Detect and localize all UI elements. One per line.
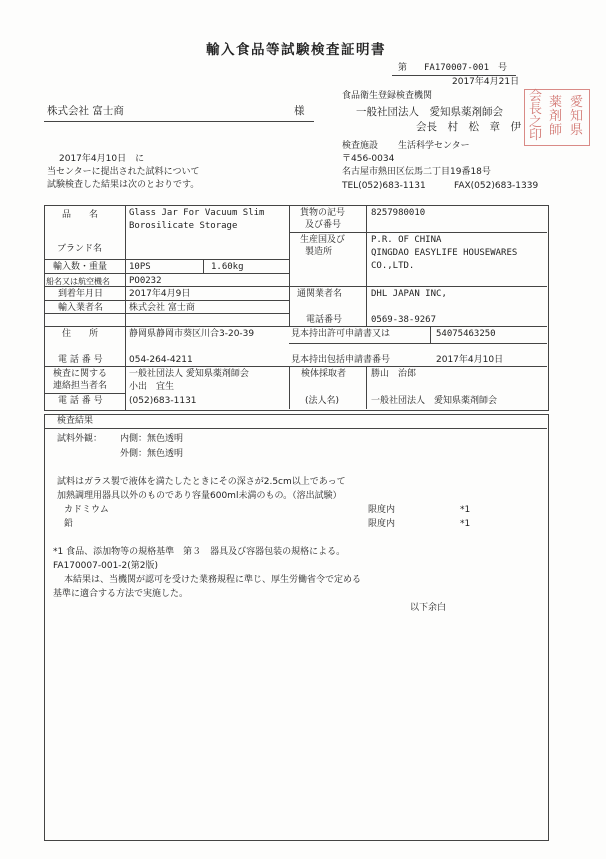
origin-label-1: 生産国及び: [300, 235, 346, 245]
end-of-content: 以下余白: [410, 603, 447, 613]
addressee-company: 株式会社 富士商: [47, 105, 124, 117]
cargo-value: 8257980010: [371, 208, 426, 218]
results-header: 検査結果: [57, 416, 94, 426]
appearance-outer: 外側：無色透明: [120, 449, 184, 459]
sampler-value: 勝山 治郎: [371, 369, 417, 379]
addressee-underline: [44, 121, 314, 122]
broker-label: 通関業者名: [297, 289, 343, 299]
importer-value: 株式会社 富士商: [129, 303, 195, 313]
broker-value: DHL JAPAN INC,: [371, 289, 447, 299]
contact-tel-value: (052)683-1131: [129, 396, 197, 406]
test-item-lead: 鉛: [64, 519, 74, 529]
address-label: 住 所: [62, 329, 99, 339]
contact-value-2: 小出 宜生: [129, 382, 175, 392]
cargo-label-2: 及び番号: [305, 220, 342, 230]
bulk-label: 見本持出包括申請書番号: [291, 355, 391, 365]
test-result-lead: 限度内: [368, 519, 396, 529]
product-value-1: Glass Jar For Vacuum Slim: [129, 208, 265, 218]
tel-value: 054-264-4211: [129, 355, 193, 365]
origin-label-2: 製造所: [305, 247, 333, 257]
origin-value-2: QINGDAO EASYLIFE HOUSEWARES: [371, 248, 518, 258]
weight-value: 1.60kg: [211, 262, 244, 272]
test-note-cadmium: *1: [460, 505, 471, 515]
corp-value: 一般社団法人 愛知県薬剤師会: [371, 396, 498, 406]
info-table: [44, 205, 549, 411]
facility-label: 検査施設: [342, 141, 379, 151]
intro-line-2: 当センターに提出された試料について: [47, 167, 200, 177]
arrival-value: 2017年4月9日: [129, 289, 191, 299]
product-value-2: Borosilicate Storage: [129, 221, 238, 231]
origin-value-1: P.R. OF CHINA: [371, 235, 442, 245]
footnote: *1 食品、添加物等の規格基準 第３ 器具及び容器包装の規格による。: [53, 547, 346, 557]
quantity-label: 輸入数・重量: [53, 262, 108, 272]
contact-label-1: 検査に関する: [53, 369, 108, 379]
cert-date: 2017年4月21日: [452, 77, 520, 87]
contact-value-1: 一般社団法人 愛知県薬剤師会: [129, 369, 249, 379]
issuer-fax: FAX(052)683-1339: [454, 181, 539, 191]
permit-label: 見本持出許可申請書又は: [291, 329, 391, 339]
issuer-address: 名古屋市熱田区伝馬二丁目19番18号: [342, 167, 491, 177]
issuer-registration: 食品衛生登録検査機関: [342, 91, 433, 101]
origin-value-3: CO.,LTD.: [371, 261, 415, 271]
broker-tel-label: 電話番号: [306, 315, 343, 325]
corp-label: (法人名): [305, 396, 340, 406]
ship-label: 船名又は航空機名: [46, 277, 110, 286]
issuer-president: 会長 村 松 章 伊: [416, 121, 521, 133]
ship-value: PO0232: [129, 276, 162, 286]
broker-tel-value: 0569-38-9267: [371, 315, 437, 325]
issuer-postal: 〒456-0034: [342, 154, 395, 164]
issuer-org: 一般社団法人 愛知県薬剤師会: [356, 106, 503, 118]
seal-stamp: 会 長 之 印 薬 剤 師 愛 知 県: [524, 89, 590, 146]
sample-desc-2: 加熱調理用器具以外のものであり容量600ml未満のもの。（溶出試験）: [57, 491, 342, 501]
cert-number-label: 第: [398, 63, 408, 73]
product-label: 品 名: [62, 210, 99, 220]
tel-label: 電 話 番 号: [58, 355, 103, 365]
contact-label-2: 連絡担当者名: [53, 381, 108, 391]
issuer-tel: TEL(052)683-1131: [342, 181, 426, 191]
cert-number-underline: [392, 75, 516, 76]
addressee-honorific: 様: [294, 105, 305, 117]
test-note-lead: *1: [460, 519, 471, 529]
intro-date-line: 2017年4月10日 に: [59, 154, 145, 164]
document-title: 輸入食品等試験検査証明書: [206, 42, 386, 58]
appearance-label: 試料外観：: [57, 434, 103, 444]
quantity-value: 10PS: [129, 262, 151, 272]
facility-name: 生活科学センター: [398, 141, 470, 151]
cert-number: FA170007-001: [424, 63, 490, 73]
appearance-inner: 内側：無色透明: [120, 434, 184, 444]
arrival-label: 到着年月日: [58, 289, 104, 299]
sample-desc-1: 試料はガラス製で液体を満たしたときにその深さが2.5cm以上であって: [57, 477, 346, 487]
address-value: 静岡県静岡市葵区川合3-20-39: [129, 329, 255, 339]
intro-line-3: 試験検査した結果は次のとおりです。: [47, 180, 200, 190]
sampler-label: 検体採取者: [301, 369, 347, 379]
contact-tel-label: 電 話 番 号: [58, 396, 103, 406]
importer-label: 輸入業者名: [58, 303, 104, 313]
bulk-value: 2017年4月10日: [436, 355, 504, 365]
brand-label: ブランド名: [57, 244, 103, 254]
test-item-cadmium: カドミウム: [64, 505, 109, 515]
test-result-cadmium: 限度内: [368, 505, 396, 515]
cert-number-suffix: 号: [498, 63, 508, 73]
remark-2: 基準に適合する方法で実施した。: [53, 589, 189, 599]
reference-number: FA170007-001-2(第2版): [53, 561, 159, 571]
remark-1: 本結果は、当機関が認可を受けた業務規程に準じ、厚生労働省令で定める: [64, 575, 362, 585]
cargo-label-1: 貨物の記号: [300, 208, 346, 218]
permit-value: 54075463250: [436, 329, 496, 339]
